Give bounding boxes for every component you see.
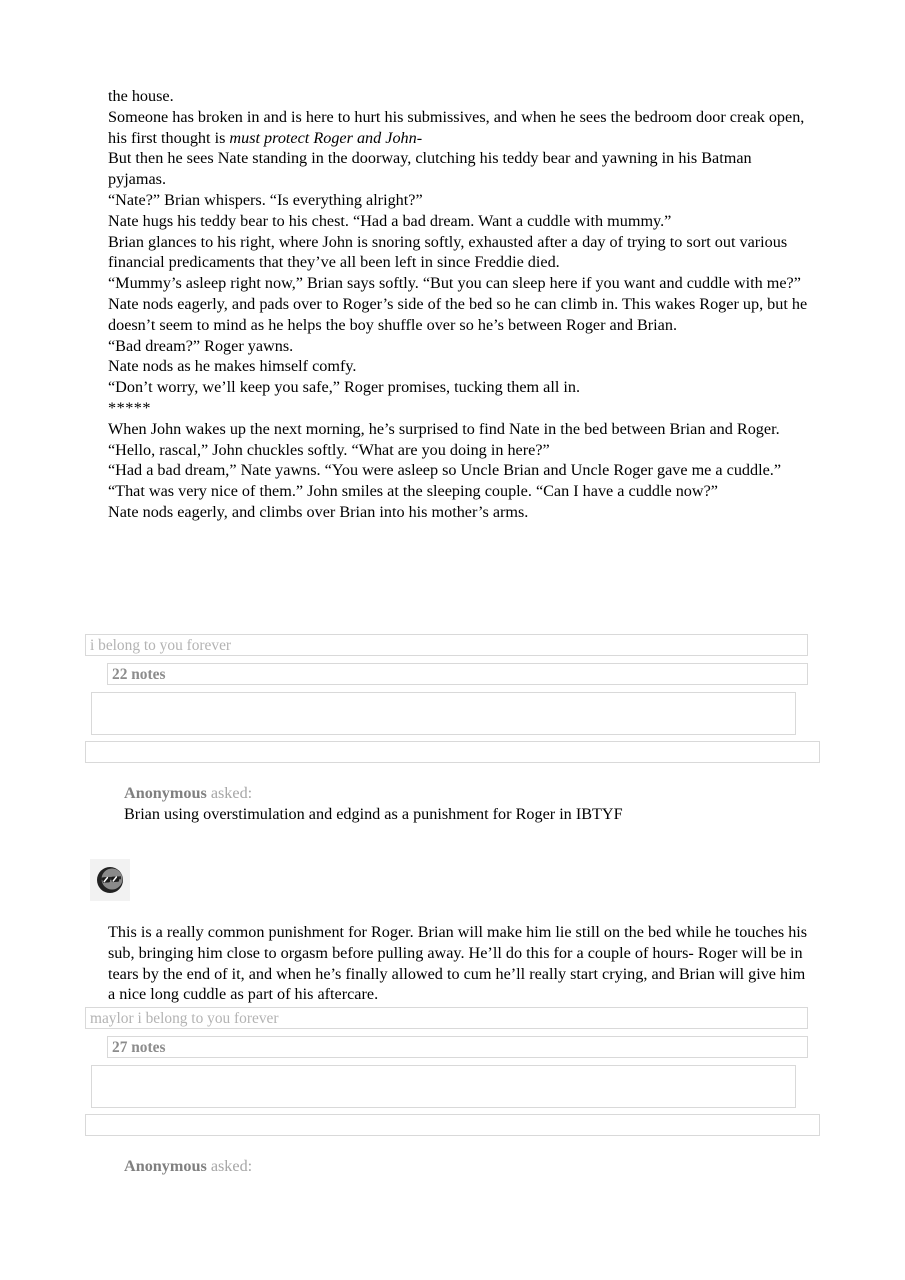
answer-paragraph-one: This is a really common punishment for Roger. Brian will make him lie still on the bed while he touches his sub, bringing him close to orgasm before pulling away. He’ll do this for a couple of hours- Roger will be in tears by the end of it, and when he’s finally allowed to cum he’ll really start crying, and Brian will give him a nice long cuddle as part of his aftercare. <box>108 923 808 1004</box>
story-line-14: “Hello, rascal,” John chuckles softly. “What are you doing in here?” <box>108 440 550 459</box>
post-empty-panel-two[interactable] <box>91 1065 796 1108</box>
ask-verb-one: asked: <box>210 784 253 802</box>
story-line-1: the house. <box>108 87 174 105</box>
story-line-13: When John wakes up the next morning, he’s surprised to find Nate in the bed between Brian and Roger. <box>108 419 780 438</box>
story-line-16: “That was very nice of them.” John smiles at the sleeping couple. “Can I have a cuddle now?” <box>108 482 718 501</box>
ask-header-one <box>124 783 252 803</box>
post-empty-panel-one[interactable] <box>91 692 796 735</box>
post-empty-bar-one[interactable] <box>85 741 820 763</box>
story-line-10: Nate nods as he makes himself comfy. <box>108 357 357 376</box>
ask-verb-two: asked: <box>210 1157 253 1175</box>
story-line-3: But then he sees Nate standing in the doorway, clutching his teddy bear and yawning in his Batman pyjamas. <box>108 149 752 189</box>
story-line-7: “Mummy’s asleep right now,” Brian says softly. “But you can sleep here if you want and cuddle with me?” <box>108 274 801 293</box>
post-notes-count-one[interactable]: 22 notes <box>107 663 808 685</box>
story-line-4: “Nate?” Brian whispers. “Is everything alright?” <box>108 190 423 209</box>
story-line-2-italic: must protect Roger and John- <box>229 128 423 147</box>
story-line-15: “Had a bad dream,” Nate yawns. “You were asleep so Uncle Brian and Uncle Roger gave me a cuddle.” <box>108 461 782 480</box>
story-text-block <box>108 86 808 523</box>
post-notes-count-two[interactable]: 27 notes <box>107 1036 808 1058</box>
story-line-5: Nate hugs his teddy bear to his chest. “Had a bad dream. Want a cuddle with mummy.” <box>108 211 672 230</box>
story-section-break: ***** <box>108 398 151 417</box>
story-line-2 <box>108 107 808 149</box>
ask-question-one: Brian using overstimulation and edgind as a punishment for Roger in IBTYF <box>124 805 623 823</box>
ask-header-two <box>124 1156 252 1176</box>
story-line-8: Nate nods eagerly, and pads over to Roger’s side of the bed so he can climb in. This wakes Roger up, but he doesn’t seem to mind as he helps the boy shuffle over so he’s between Roger and Brian. <box>108 294 808 334</box>
post-tags-one[interactable]: i belong to you forever <box>85 634 808 656</box>
story-line-6: Brian glances to his right, where John is snoring softly, exhausted after a day of trying to sort out various financial predicaments that they’ve all been left in since Freddie died. <box>108 232 788 272</box>
story-line-17: Nate nods eagerly, and climbs over Brian into his mother’s arms. <box>108 502 529 521</box>
story-line-11: “Don’t worry, we’ll keep you safe,” Roger promises, tucking them all in. <box>108 378 581 397</box>
avatar[interactable] <box>90 859 130 901</box>
post-empty-bar-two[interactable] <box>85 1114 820 1136</box>
sunglasses-face-icon <box>94 864 126 896</box>
story-line-2-text: Someone has broken in and is here to hurt his submissives, and when he sees the bedroom door creak open, his first thought is <box>108 107 805 147</box>
ask-asker-name-one[interactable]: Anonymous <box>124 784 207 802</box>
post-tags-two[interactable]: maylor i belong to you forever <box>85 1007 808 1029</box>
story-line-9: “Bad dream?” Roger yawns. <box>108 336 294 355</box>
answer-text-one <box>108 922 808 1005</box>
ask-asker-name-two[interactable]: Anonymous <box>124 1157 207 1175</box>
